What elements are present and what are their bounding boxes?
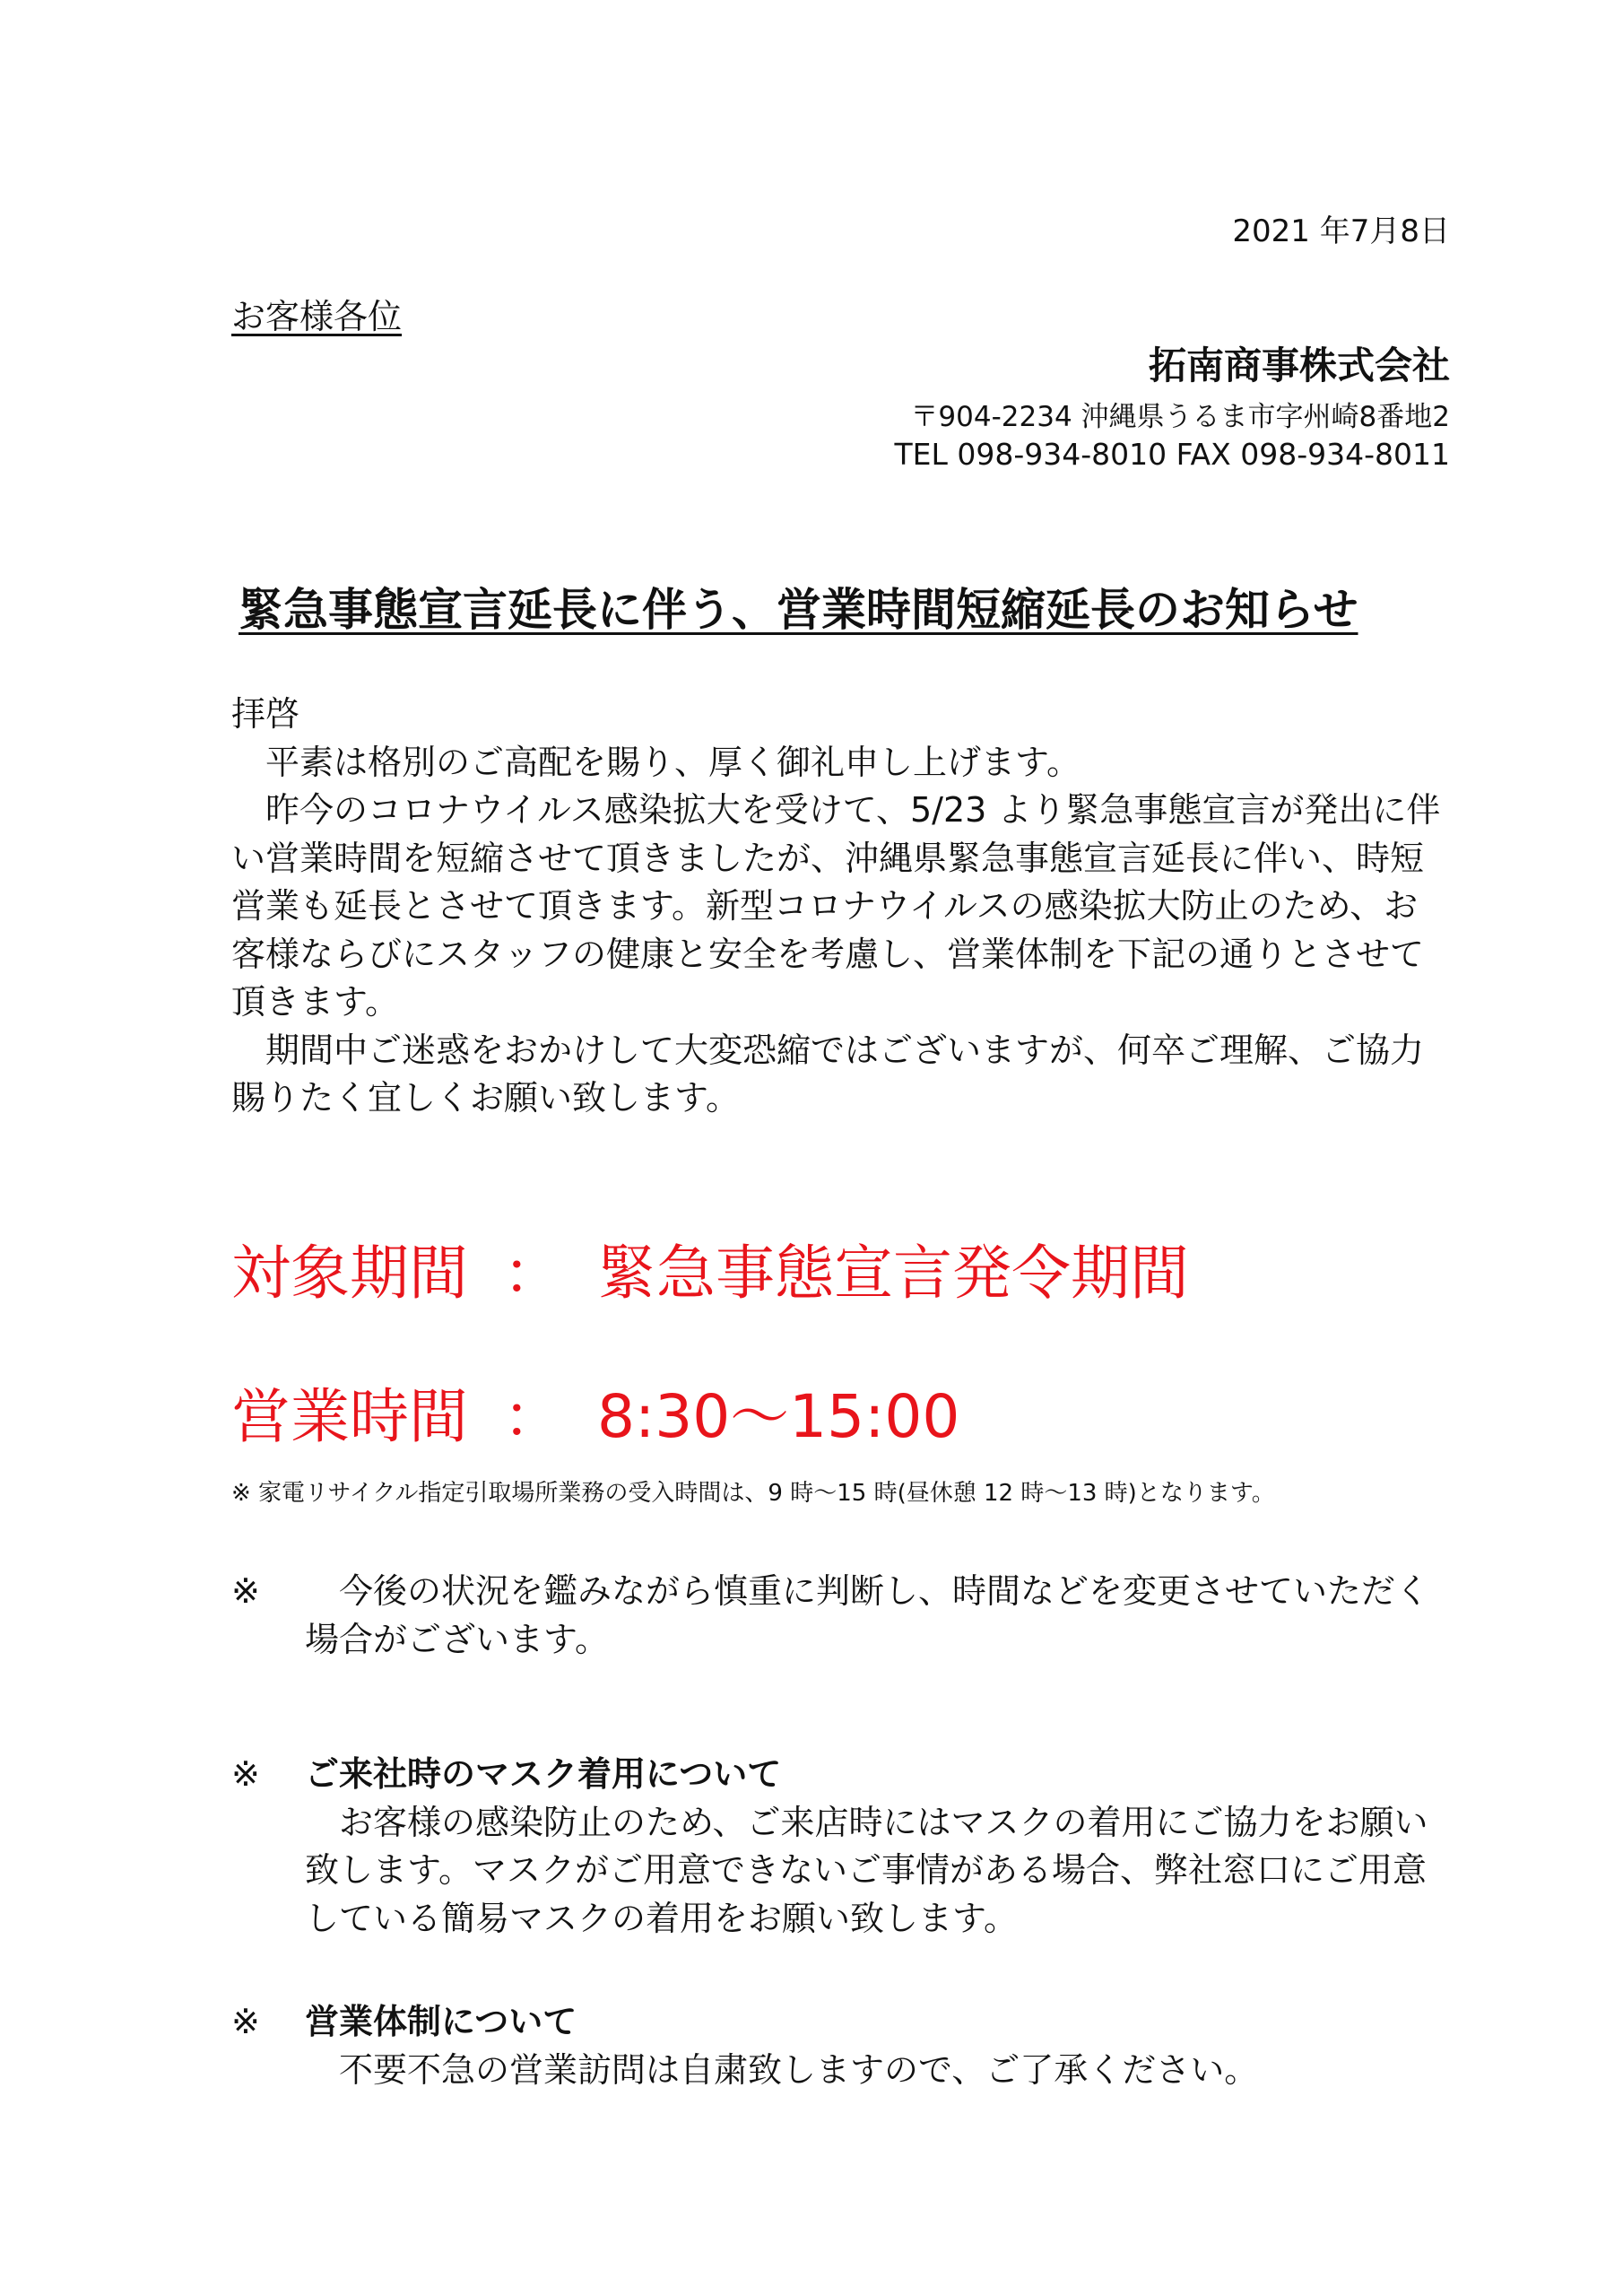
period-value: 緊急事態宣言発令期間 xyxy=(596,1239,1189,1308)
note-text: 不要不急の営業訪問は自粛致しますので、ご了承ください。 xyxy=(339,2049,1259,2090)
note-sales-policy xyxy=(231,1998,1451,2094)
document-date: 2021 年7月8日 xyxy=(1232,213,1450,249)
hours-label: 営業時間 xyxy=(231,1382,468,1451)
company-address: 〒904-2234 沖縄県うるま市字州崎8番地2 xyxy=(910,401,1450,433)
note-mask xyxy=(231,1751,1451,1943)
recycling-hours-note: ※ 家電リサイクル指定引取場所業務の受入時間は、9 時～15 時(昼休憩 12 時～13 時)となります。 xyxy=(231,1480,1275,1507)
body-paragraph-1: 平素は格別のご高配を賜り、厚く御礼申し上げます。 xyxy=(265,742,1081,782)
note-text: お客様の感染防止のため、ご来店時にはマスクの着用にご協力をお願い致します。マスクがご用意できないご事情がある場合、弊社窓口にご用意している簡易マスクの着用をお願い致します。 xyxy=(305,1802,1428,1938)
greeting: 拝啓 xyxy=(231,694,300,734)
note-mark: ※ xyxy=(231,1754,260,1794)
period-separator: ： xyxy=(502,1239,562,1308)
note-text: 今後の状況を鑑みながら慎重に判断し、時間などを変更させていただく場合がございます。 xyxy=(305,1571,1430,1659)
note-heading: ご来社時のマスク着用について xyxy=(305,1754,782,1794)
note-status-change xyxy=(231,1568,1451,1664)
business-hours-line xyxy=(231,1381,959,1453)
note-mark: ※ xyxy=(231,1571,260,1611)
company-telfax: TEL 098-934-8010 FAX 098-934-8011 xyxy=(894,437,1450,472)
letter-body xyxy=(231,691,1451,1123)
target-period-line xyxy=(231,1238,1189,1309)
period-label: 対象期間 xyxy=(231,1239,468,1308)
hours-separator: ： xyxy=(502,1382,562,1451)
notice-title: 緊急事態宣言延長に伴う、営業時間短縮延長のお知らせ xyxy=(239,584,1358,636)
note-heading: 営業体制について xyxy=(305,2002,577,2041)
body-paragraph-3: 期間中ご迷惑をおかけして大変恐縮ではございますが、何卒ご理解、ご協力賜りたく宜しくお願い致します。 xyxy=(231,1030,1425,1118)
body-paragraph-2: 昨今のコロナウイルス感染拡大を受けて、5/23 より緊急事態宣言が発出に伴い営業時間を短縮させて頂きましたが、沖縄県緊急事態宣言延長に伴い、時短営業も延長とさせて頂きます。新型コロナウイルスの感染拡大防止のため、お客様ならびにスタッフの健康と安全を考慮し、営業体制を下記の通りとさせて頂きます。 xyxy=(231,790,1441,1022)
company-name: 拓南商事株式会社 xyxy=(1148,344,1450,387)
note-mark: ※ xyxy=(231,2002,260,2041)
recipient: お客様各位 xyxy=(231,297,403,336)
hours-value: 8:30～15:00 xyxy=(596,1382,960,1451)
